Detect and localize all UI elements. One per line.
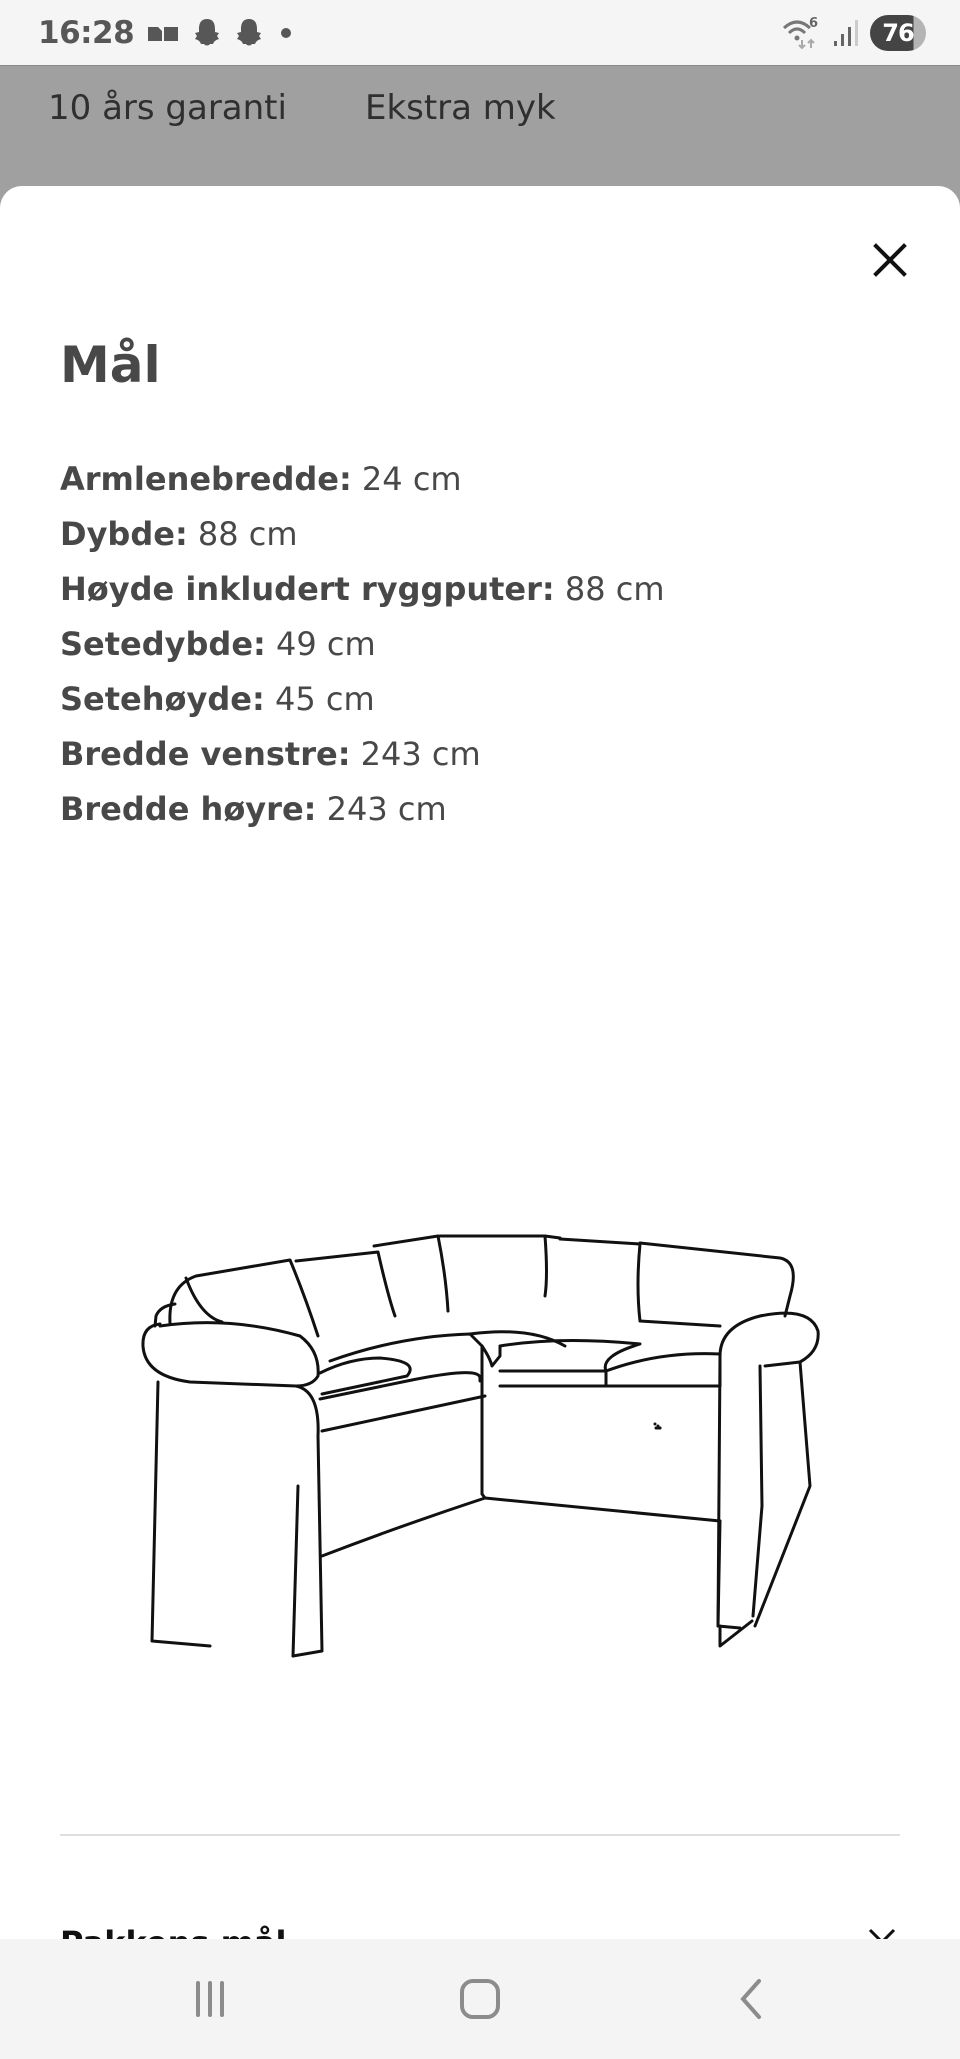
dimension-label: Høyde inkludert ryggputer: (60, 570, 555, 608)
status-right (782, 15, 926, 51)
sofa-dimension-drawing (0, 1066, 960, 1526)
signal-icon (832, 18, 860, 48)
status-left (38, 15, 296, 51)
dimension-label: Setedybde: (60, 625, 266, 663)
dimension-value: 88 cm (564, 570, 665, 608)
home-button[interactable] (345, 1949, 615, 2049)
dimension-value: 243 cm (326, 790, 447, 828)
close-icon (872, 242, 908, 278)
status-time: 16:28 (38, 14, 135, 51)
sheet-title: Mål (60, 336, 161, 394)
dual-sim-icon (146, 23, 180, 43)
dimension-value: 45 cm (274, 680, 375, 718)
dimension-label: Bredde høyre: (60, 790, 317, 828)
dimension-label: Dybde: (60, 515, 188, 553)
dimension-row (60, 672, 665, 727)
back-button[interactable] (615, 1949, 885, 2049)
dimension-value: 49 cm (276, 625, 376, 663)
dot-icon (276, 23, 296, 43)
dimension-row (60, 782, 665, 837)
recent-apps-button[interactable] (75, 1949, 345, 2049)
dimension-label: Setehøyde: (60, 680, 265, 718)
dimension-value: 24 cm (361, 460, 462, 498)
recent-apps-icon (190, 1979, 230, 2019)
battery-indicator: 76 (870, 15, 926, 51)
dimension-label: Bredde venstre: (60, 735, 351, 773)
dimensions-sheet (0, 186, 960, 1939)
snapchat-icon (192, 17, 222, 49)
feature-warranty: 10 års garanti (48, 88, 287, 128)
dimension-row (60, 507, 665, 562)
close-button[interactable] (866, 236, 914, 284)
dimension-value: 88 cm (197, 515, 298, 553)
status-bar (0, 0, 960, 66)
wifi-icon (782, 16, 822, 50)
dimension-row (60, 727, 665, 782)
back-icon (735, 1977, 765, 2021)
dimension-value: 243 cm (360, 735, 481, 773)
section-divider (60, 1834, 900, 1836)
snapchat-icon (234, 17, 264, 49)
feature-extra-soft: Ekstra myk (364, 88, 556, 128)
dimension-row (60, 617, 665, 672)
sofa-outline (143, 1236, 818, 1656)
dimension-row (60, 562, 665, 617)
system-nav-bar (0, 1939, 960, 2059)
dimension-label: Armlenebredde: (60, 460, 352, 498)
dimensions-list (60, 452, 665, 837)
svg-text:6: 6 (809, 15, 819, 31)
background-feature-tabs (0, 66, 960, 186)
home-icon (458, 1977, 502, 2021)
dimension-row (60, 452, 665, 507)
